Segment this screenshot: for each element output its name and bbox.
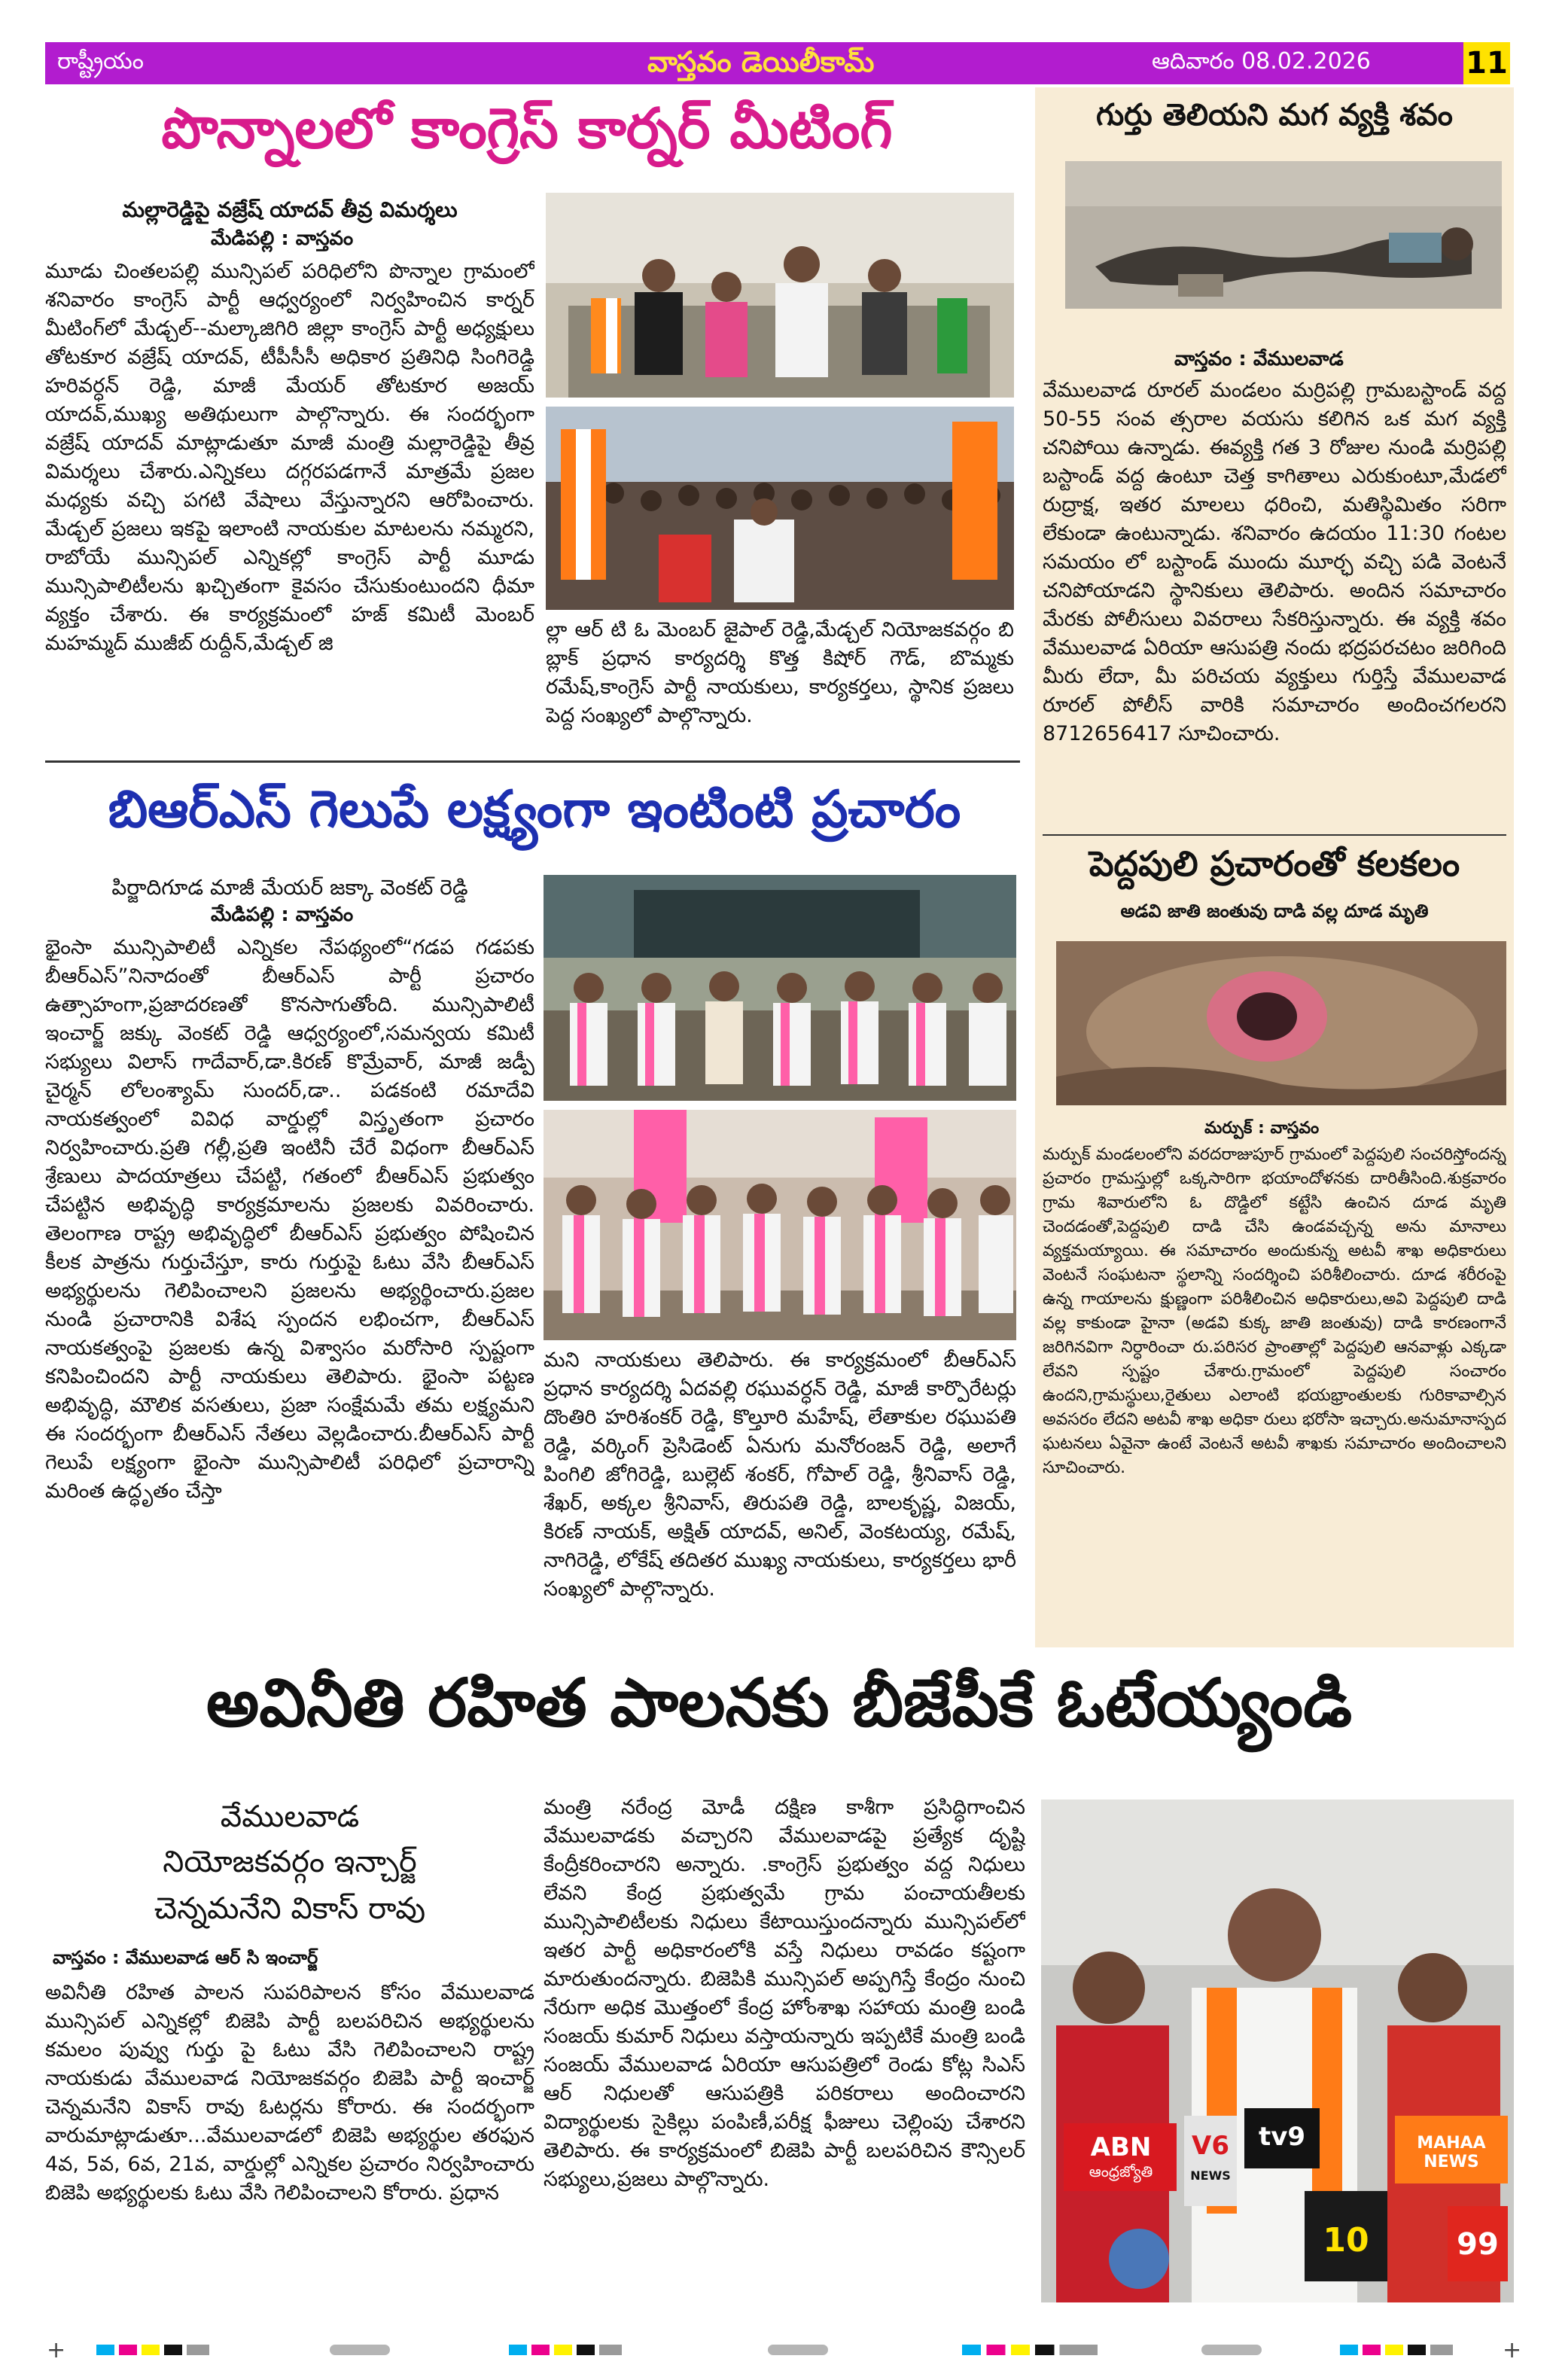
color-bar-4: [1340, 2345, 1453, 2355]
registration-mark-right: +: [1503, 2337, 1522, 2363]
mic-abn-sub: ఆంధ్రజ్యోతి: [1089, 2162, 1153, 2180]
story5-sub-place: వేములవాడ: [220, 1799, 360, 1834]
story5-dateline: వాస్తవం : వేములవాడ ఆర్ సి ఇంచార్జ్: [53, 1947, 318, 1968]
story3-headline: గుర్తు తెలియని మగ వ్యక్తి శవం: [1096, 98, 1453, 133]
story4-headline: పెద్దపులి ప్రచారంతో కలకలం: [1089, 843, 1460, 884]
story2-body-right: మని నాయకులు తెలిపారు. ఈ కార్యక్రమంలో బీఆర్ఎస్ ప్రధాన కార్యదర్శి ఏదవల్లి రఘువర్ధన్ రెడ్డి, మాజీ కార్పొరేటర్లు దొంతిరి హరిశంకర్ రెడ్డి, కొల్తూరి మహేష్, లేతాకుల రఘుపతి రెడ్డి, వర్కింగ్ ప్రెసిడెంట్ ఏనుగు మనోరంజన్ రెడ్డి, అలాగే పింగిలి జోగిరెడ్డి, బుల్లెట్ శంకర్, గోపాల్ రెడ్డి, శ్రీనివాస్ రెడ్డి, శేఖర్, అక్కల శ్రీనివాస్, తిరుపతి రెడ్డి, బాలకృష్ణ, విజయ్, కిరణ్ నాయక్, అక్షిత్ యాదవ్, అనిల్, వెంకటయ్య, రమేష్, నాగిరెడ్డి, లోకేష్ తదితర ముఖ్య నాయకులు, కార్యకర్తలు భారీ సంఖ్యలో పాల్గొన్నారు.: [544, 1348, 1016, 1601]
page-number: 11: [1463, 42, 1510, 84]
story3-body: వేములవాడ రూరల్ మండలం మర్రిపల్లి గ్రామబస్టాండ్ వద్ద 50-55 సంవ త్సరాల వయసు కలిగిన ఒక మగ వ్యక్తి చనిపోయి ఉన్నాడు. ఈవ్యక్తి గత 3 రోజుల నుండి మర్రిపల్లి బస్టాండ్ వద్ద ఉంటూ చెత్త కాగితాలు ఎరుకుంటూ,మేడలో రుద్రాక్ష, ఇతర మాలలు ధరించి, మతిస్థిమితం సరిగా లేకుండా ఉంటున్నాడు. శనివారం ఉదయం 11:30 గంటల సమయం లో బస్టాండ్ ముందు మూర్ఛ వచ్చి పడి వెంటనే చనిపోయాడని స్థానికులు తెలిపారు. అందిన సమాచారం మేరకు పోలీసులు వివరాలు సేకరిస్తున్నారు. ఈ వ్యక్తి శవం వేములవాడ ఏరియా ఆసుపత్రి నందు భద్రపరచటం జరిగింది మీరు లేదా, మీ పరిచయ వ్యక్తులు గుర్తిస్తే వేములవాడ రూరల్ పోలీస్ వారికి సమాచారం అందించగలరని 8712656417 సూచించారు.: [1043, 379, 1506, 745]
mic-v6-sub: NEWS: [1190, 2168, 1231, 2183]
mic-abn: ABN: [1090, 2132, 1152, 2162]
story2-body-left: భైంసా మున్సిపాలిటీ ఎన్నికల నేపథ్యంలో“గడప గడపకు బీఆర్ఎస్”నినాదంతో బీఆర్ఎస్ పార్టీ ప్రచారం ఉత్సాహంగా,ప్రజాదరణతో కొనసాగుతోంది. మున్సిపాలిటీ ఇంచార్జ్ జక్కు వెంకట్ రెడ్డి ఆధ్వర్యంలో,సమన్వయ కమిటీ సభ్యులు విలాస్ గాదేవార్,డా.కిరణ్ కొమ్రేవార్, మాజీ జడ్పీ చైర్మన్ లోలంశ్యామ్ సుందర్,డా.. పడకంటి రమాదేవి నాయకత్వంలో వివిధ వార్డుల్లో విస్తృతంగా ప్రచారం నిర్వహించారు.ప్రతి గల్లీ,ప్రతి ఇంటినీ చేరే విధంగా బీఆర్ఎస్ శ్రేణులు పాదయాత్రలు చేపట్టి, గతంలో బీఆర్ఎస్ ప్రభుత్వం చేపట్టిన అభివృద్ధి కార్యక్రమాలను ప్రజలకు వివరించారు. తెలంగాణ రాష్ట్ర అభివృద్ధిలో బీఆర్ఎస్ ప్రభుత్వం పోషించిన కీలక పాత్రను గుర్తుచేస్తూ, కారు గుర్తుపై ఓటు వేసి బీఆర్ఎస్ అభ్యర్థులను గెలిపించాలని ప్రజలను అభ్యర్థించారు.ప్రజల నుండి ప్రచారానికి విశేష స్పందన లభించగా, బీఆర్ఎస్ నాయకత్వంపై ప్రజలకు ఉన్న విశ్వాసం మరోసారి స్పష్టంగా కనిపించిందని పార్టీ నాయకులు తెలిపారు. భైంసా పట్టణ అభివృద్ధి, మౌలిక వసతులు, ప్రజా సంక్షేమమే తమ లక్ష్యమని ఈ సందర్భంగా బీఆర్ఎస్ నేతలు వెల్లడించారు.బీఆర్ఎస్ పార్టీ గెలుపే లక్ష్యంగా భైంసా మున్సిపాలిటీ పరిధిలో ప్రచారాన్ని మరింత ఉద్ధృతం చేస్తా: [45, 936, 534, 1503]
story1-photo-stage: [546, 193, 1014, 398]
color-bar-grey-2: [768, 2345, 828, 2355]
story1-dateline: మేడిపల్లి : వాస్తవం: [211, 227, 354, 250]
story5-photo-press: [1041, 1799, 1514, 2302]
color-bar-3: [962, 2345, 1098, 2355]
story1-subheadline: మల్లారెడ్డిపై వజ్రేష్ యాదవ్ తీవ్ర విమర్శలు: [122, 197, 458, 222]
story5-body-left: అవినీతి రహిత పాలన సుపరిపాలన కోసం వేములవాడ మున్సిపల్ ఎన్నికల్లో బిజెపి పార్టీ బలపరిచిన అభ్యర్థులను కమలం పువ్వు గుర్తు పై ఓటు వేసి గెలిపించాలని రాష్ట్ర నాయకుడు వేములవాడ నియోజకవర్గం బిజెపి పార్టీ ఇంచార్జ్ చెన్నమనేని వికాస్ రావు ఓటర్లను కోరారు. ఈ సందర్భంగా వారుమాట్లాడుతూ...వేములవాడలో బిజెపి అభ్యర్థుల తరఫున 4వ, 5వ, 6వ, 21వ, వార్డుల్లో ఎన్నికల ప్రచారం నిర్వహించారు బిజెపి అభ్యర్థులకు ఓటు వేసి గెలిపించాలని కోరారు. ప్రధాన: [45, 1981, 534, 2205]
color-bar-2: [509, 2345, 622, 2355]
issue-date: ఆదివారం 08.02.2026: [1152, 48, 1371, 75]
story3-photo-body: [1065, 161, 1502, 309]
masthead: వాస్తవం డెయిలీకామ్: [647, 45, 875, 78]
story2-photo-walk: [544, 1110, 1016, 1340]
story4-dateline: మర్పుక్ : వాస్తవం: [1204, 1119, 1320, 1138]
divider-story1-story2: [45, 760, 1020, 763]
registration-mark-left: +: [47, 2337, 66, 2363]
story1-headline: పొన్నాలలో కాంగ్రెస్ కార్నర్ మీటింగ్: [161, 96, 893, 161]
mic-99tv: 99: [1457, 2227, 1499, 2262]
story1-photo-crowd: [546, 407, 1014, 610]
story4-subheadline: అడవి జాతి జంతువు దాడి వల్ల దూడ మృతి: [1120, 900, 1429, 922]
color-bar-1: [96, 2345, 209, 2355]
story3-dateline: వాస్తవం : వేములవాడ: [1174, 348, 1344, 370]
mic-mahaa: MAHAA NEWS: [1417, 2134, 1486, 2171]
story5-headline: అవినీతి రహిత పాలనకు బీజేపీకే ఓటేయ్యండి: [206, 1664, 1353, 1742]
story2-headline: బిఆర్ఎస్ గెలుపే లక్ష్యంగా ఇంటింటి ప్రచారం: [108, 780, 961, 840]
divider-sidebar: [1043, 834, 1506, 836]
section-name: రాష్ట్రీయం: [57, 48, 144, 75]
mic-tv9: tv9: [1258, 2122, 1306, 2152]
story1-body-left: మూడు చింతలపల్లి మున్సిపల్ పరిధిలోని పొన్నాల గ్రామంలో శనివారం కాంగ్రెస్ పార్టీ ఆధ్వర్యంలో నిర్వహించిన కార్నర్ మీటింగ్‌లో మేడ్చల్--మల్కాజిగిరి జిల్లా కాంగ్రెస్ పార్టీ అధ్యక్షులు తోటకూర వజ్రేష్ యాదవ్, టీపీసీసీ అధికార ప్రతినిధి సింగిరెడ్డి హరివర్ధన్ రెడ్డి, మాజీ మేయర్ తోటకూర అజయ్ యాదవ్,ముఖ్య అతిథులుగా పాల్గొన్నారు. ఈ సందర్భంగా వజ్రేష్ యాదవ్ మాట్లాడుతూ మాజీ మంత్రి మల్లారెడ్డిపై తీవ్ర విమర్శలు చేశారు.ఎన్నికలు దగ్గరపడగానే మాత్రమే ప్రజల మధ్యకు వచ్చి పగటి వేషాలు వేస్తున్నారని ఆరోపించారు. మేడ్చల్ ప్రజలు ఇకపై ఇలాంటి నాయకుల మాటలను నమ్మరని, రాబోయే మున్సిపల్ ఎన్నికల్లో కాంగ్రెస్ పార్టీ మూడు మున్సిపాలిటీలను ఖచ్చితంగా కైవసం చేసుకుంటుందని ధీమా వ్యక్తం చేశారు. ఈ కార్యక్రమంలో హజ్ కమిటీ మెంబర్ మహమ్మద్ ముజీబ్ రుద్దీన్,మేడ్చల్ జి: [45, 260, 534, 655]
story5-body-mid: మంత్రి నరేంద్ర మోడీ దక్షిణ కాశీగా ప్రసిద్ధిగాంచిన వేములవాడకు వచ్చారని వేములవాడపై ప్రత్యేక దృష్టి కేంద్రీకరించారని అన్నారు. .కాంగ్రెస్ ప్రభుత్వం వద్ద నిధులు లేవని కేంద్ర ప్రభుత్వమే గ్రామ పంచాయతీలకు మున్సిపాలిటీలకు నిధులు కేటాయిస్తుందన్నారు మున్సిపల్‌లో ఇతర పార్టీ అధికారంలోకి వస్తే నిధులు రావడం కష్టంగా మారుతుందన్నారు. బిజెపికి మున్సిపల్ అప్పగిస్తే కేంద్రం నుంచి నేరుగా అధిక మొత్తంలో కేంద్ర హోంశాఖ సహాయ మంత్రి బండి సంజయ్ కుమార్ నిధులు వస్తాయన్నారు ఇప్పటికే మంత్రి బండి సంజయ్ వేములవాడ ఏరియా ఆసుపత్రిలో రెండు కోట్ల సిఎస్ ఆర్ నిధులతో ఆసుపత్రికి పరికరాలు అందించారని విద్యార్థులకు సైకిల్లు పంపిణీ,పరీక్ష ఫీజులు చెల్లింపు చేశారని తెలిపారు. ఈ కార్యక్రమంలో బిజెపి పార్టీ బలపరిచిన కౌన్సిలర్ సభ్యులు,ప్రజలు పాల్గొన్నారు.: [544, 1796, 1025, 2191]
story2-subheadline: పిర్జాదిగూడ మాజీ మేయర్ జక్కా వెంకట్ రెడ్డి: [111, 875, 468, 900]
story4-photo-calf: [1056, 941, 1506, 1105]
story5-sub-name: చెన్నమనేని వికాస్ రావు: [154, 1891, 426, 1926]
story5-sub-role: నియోజకవర్గం ఇన్చార్జ్: [163, 1845, 417, 1879]
page-header-band: [45, 42, 1510, 84]
color-bar-grey-1: [330, 2345, 390, 2355]
story4-body: మర్పుక్ మండలంలోని వరదరాజుపూర్ గ్రామంలో పెద్దపులి సంచరిస్తోందన్న ప్రచారం గ్రామస్తుల్లో ఒక్కసారిగా భయాందోళనకు దారితీసింది.శుక్రవారం గ్రామ శివారులోని ఓ దొడ్డిలో కట్టేసి ఉంచిన దూడ మృతి చెందడంతో,పెద్దపులి దాడి చేసి ఉండవచ్చన్న అను మానాలు వ్యక్తమయ్యాయి. ఈ సమాచారం అందుకున్న అటవీ శాఖ అధికారులు వెంటనే సంఘటనా స్థలాన్ని సందర్శించి పరిశీలించారు. దూడ శరీరంపై ఉన్న గాయాలను క్షుణ్ణంగా పరిశీలించిన అధికారులు,అవి పెద్దపులి దాడి వల్ల కాకుండా హైనా (అడవి కుక్క జాతి జంతువు) దాడి కారణంగానే జరిగినవిగా నిర్ధారించా రు.పరిసర ప్రాంతాల్లో పెద్దపులి ఆనవాళ్లు ఎక్కడా లేవని స్పష్టం చేశారు.గ్రామంలో పెద్దపులి సంచారం ఉందని,గ్రామస్థులు,రైతులు ఎలాంటి భయభ్రాంతులకు గురికావాల్సిన అవసరం లేదని అటవీ శాఖ అధికా రులు భరోసా ఇచ్చారు.అనుమానాస్పద ఘటనలు ఏవైనా ఉంటే వెంటనే అటవీ శాఖకు సమాచారం అందించాలని సూచించారు.: [1043, 1145, 1506, 1477]
mic-10tv: 10: [1323, 2221, 1369, 2260]
color-bar-grey-3: [1201, 2345, 1262, 2355]
mic-v6: V6: [1192, 2131, 1229, 2161]
story2-photo-shop: [544, 875, 1016, 1101]
story2-dateline: మేడిపల్లి : వాస్తవం: [211, 904, 354, 926]
story1-body-right: ల్లా ఆర్ టి ఓ మెంబర్ జైపాల్ రెడ్డి,మేడ్చల్ నియోజకవర్గం బి బ్లాక్ ప్రధాన కార్యదర్శి కొత్త కిషోర్ గౌడ్, బొమ్మకు రమేష్,కాంగ్రెస్ పార్టీ నాయకులు, కార్యకర్తలు, స్థానిక ప్రజలు పెద్ద సంఖ్యలో పాల్గొన్నారు.: [546, 618, 1014, 727]
